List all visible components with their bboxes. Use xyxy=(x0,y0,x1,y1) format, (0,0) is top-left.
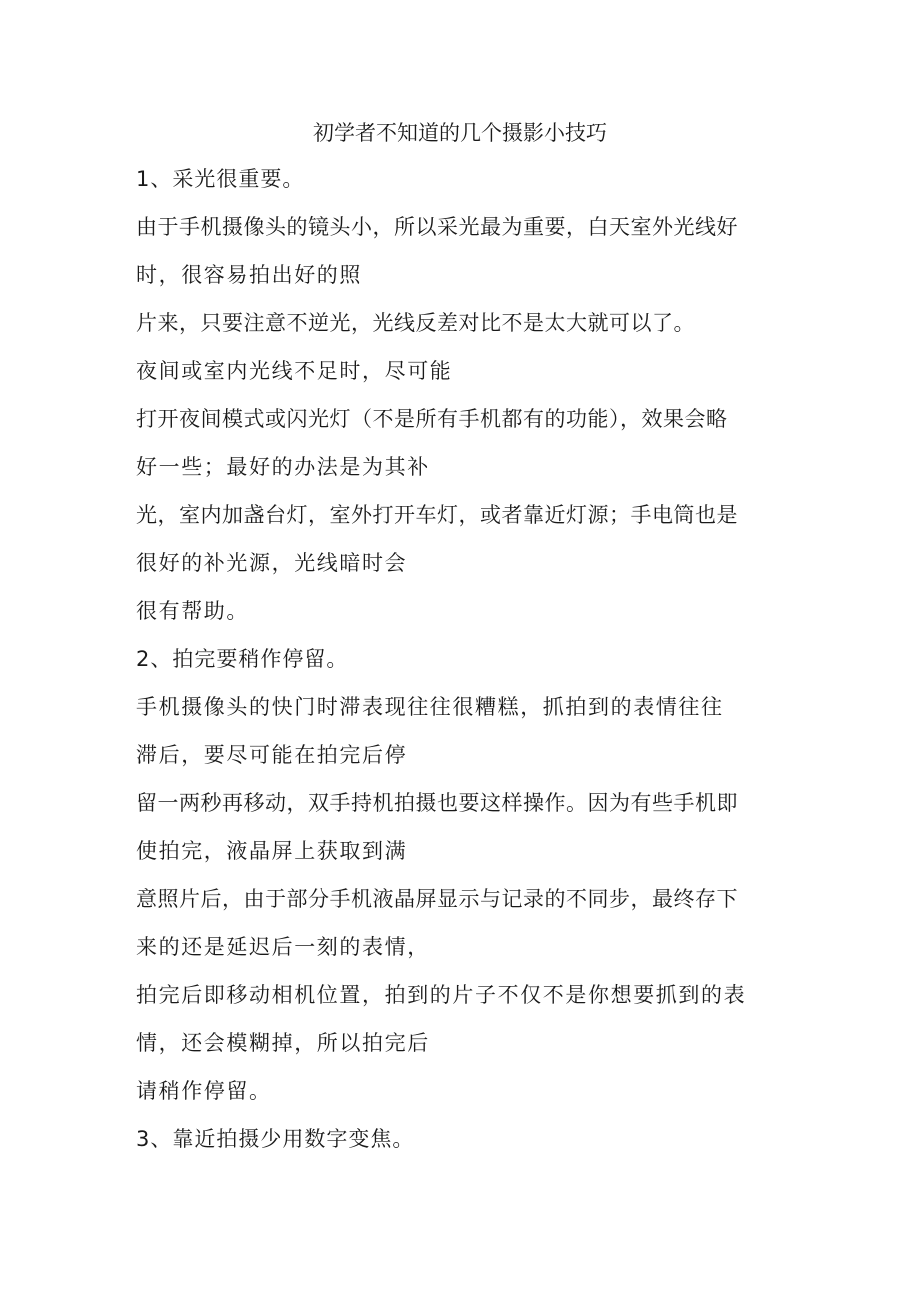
section-heading-3: 3、靠近拍摄少用数字变焦。 xyxy=(136,1127,415,1151)
paragraph-line: 意照片后，由于部分手机液晶屏显示与记录的不同步，最终存下 xyxy=(136,887,738,911)
paragraph-line: 很好的补光源，光线暗时会 xyxy=(136,551,408,575)
section-heading-1: 1、采光很重要。 xyxy=(136,167,305,191)
paragraph-line: 拍完后即移动相机位置，拍到的片子不仅不是你想要抓到的表 xyxy=(136,983,747,1007)
paragraph-line: 打开夜间模式或闪光灯（不是所有手机都有的功能），效果会略 xyxy=(136,407,728,431)
section-heading-2: 2、拍完要稍作停留。 xyxy=(136,647,349,671)
paragraph-line: 请稍作停留。 xyxy=(136,1079,272,1103)
paragraph-line: 情，还会模糊掉，所以拍完后 xyxy=(136,1031,430,1055)
paragraph-line: 使拍完，液晶屏上获取到满 xyxy=(136,839,408,863)
paragraph-line: 滞后，要尽可能在拍完后停 xyxy=(136,743,408,767)
paragraph-line: 留一两秒再移动，双手持机拍摄也要这样操作。因为有些手机即 xyxy=(136,791,738,815)
paragraph-line: 很有帮助。 xyxy=(136,599,249,623)
paragraph-line: 手机摄像头的快门时滞表现往往很糟糕，抓拍到的表情往往 xyxy=(136,695,724,719)
paragraph-line: 好一些；最好的办法是为其补 xyxy=(136,455,430,479)
paragraph-line: 片来，只要注意不逆光，光线反差对比不是太大就可以了。 xyxy=(136,311,695,335)
paragraph-line: 时，很容易拍出好的照 xyxy=(136,263,362,287)
paragraph-line: 光，室内加盏台灯，室外打开车灯，或者靠近灯源；手电筒也是 xyxy=(136,503,738,527)
paragraph-line: 来的还是延迟后一刻的表情， xyxy=(136,935,430,959)
document-title: 初学者不知道的几个摄影小技巧 xyxy=(313,121,607,145)
paragraph-line: 夜间或室内光线不足时，尽可能 xyxy=(136,359,453,383)
paragraph-line: 由于手机摄像头的镜头小，所以采光最为重要，白天室外光线好 xyxy=(136,215,738,239)
